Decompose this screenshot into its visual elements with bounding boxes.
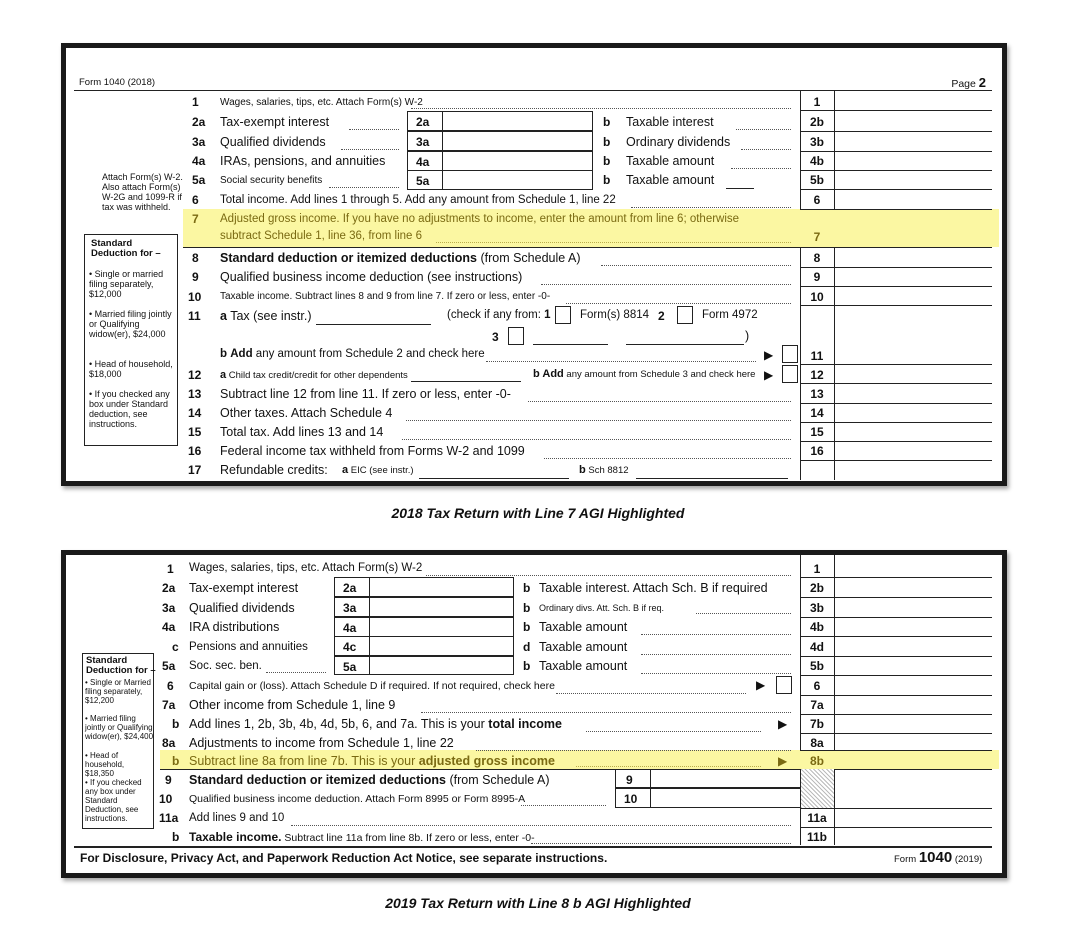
form-8814-label: Form(s) 8814 bbox=[580, 309, 650, 321]
line-9-num: 9 bbox=[165, 773, 172, 787]
form-4972-label: Form 4972 bbox=[702, 309, 758, 321]
line-15-num: 15 bbox=[188, 425, 202, 439]
check-intro: (check if any from: bbox=[447, 309, 541, 321]
line-7b-num: b bbox=[172, 717, 180, 731]
line-5a-num: 5a bbox=[162, 659, 176, 673]
line-8b-num: b bbox=[172, 754, 180, 768]
line-12b-checkbox[interactable] bbox=[782, 365, 798, 383]
rule bbox=[369, 578, 370, 596]
rule bbox=[442, 152, 443, 170]
line-9-box: 9 bbox=[813, 270, 821, 284]
line-17b-label bbox=[579, 464, 629, 476]
rule bbox=[369, 657, 370, 674]
line-12-num: 12 bbox=[188, 368, 202, 382]
line-2b-box: 2b bbox=[809, 115, 824, 129]
line-4c-box-label: 4c bbox=[343, 640, 357, 654]
rule bbox=[800, 617, 992, 618]
line-2a-field[interactable] bbox=[407, 111, 593, 131]
rule bbox=[626, 344, 744, 345]
rule bbox=[160, 769, 992, 770]
line-17-num: 17 bbox=[188, 463, 202, 477]
rule bbox=[800, 656, 992, 657]
line-7b-label bbox=[189, 717, 562, 731]
line-14-label: Other taxes. Attach Schedule 4 bbox=[220, 406, 393, 420]
form-8814-checkbox[interactable] bbox=[555, 306, 571, 324]
line-14-num: 14 bbox=[188, 406, 202, 420]
dots bbox=[349, 129, 399, 130]
form-header-left: Form 1040 (2018) bbox=[79, 77, 156, 88]
std-line-3: • Head of household, $18,000 bbox=[89, 359, 173, 379]
line-10-box: 10 bbox=[810, 290, 824, 304]
line-2a-box-label: 2a bbox=[343, 581, 357, 595]
line-9-label bbox=[189, 773, 550, 787]
line-2b-label-b: b bbox=[603, 115, 611, 129]
line-1-num: 1 bbox=[192, 95, 199, 109]
dots bbox=[696, 613, 791, 614]
standard-deduction-sidebar bbox=[84, 234, 178, 446]
dots bbox=[341, 149, 399, 150]
line-13-box: 13 bbox=[810, 387, 824, 401]
line-12b-letter: b bbox=[533, 368, 540, 380]
dots bbox=[402, 439, 791, 440]
line-9-field[interactable] bbox=[615, 769, 801, 788]
line-3b-label: Ordinary dividends bbox=[626, 135, 731, 149]
line-2a-field[interactable] bbox=[334, 577, 514, 597]
rule bbox=[800, 827, 992, 828]
check-1: 1 bbox=[544, 309, 551, 321]
rule bbox=[369, 618, 370, 636]
dots bbox=[541, 284, 791, 285]
line-2b-label: Taxable interest bbox=[626, 115, 714, 129]
line-6-box: 6 bbox=[813, 193, 821, 207]
line-7b-bold: total income bbox=[488, 717, 562, 731]
line-13-label: Subtract line 12 from line 11. If zero or less, enter -0- bbox=[220, 387, 511, 401]
line-13-num: 13 bbox=[188, 387, 202, 401]
line-8a-label: Adjustments to income from Schedule 1, line 22 bbox=[189, 736, 454, 750]
line-4b-label: Taxable amount bbox=[539, 620, 628, 634]
line-16-label: Federal income tax withheld from Forms W-2 and 1099 bbox=[220, 444, 525, 458]
line-10-box-label: 10 bbox=[624, 792, 638, 806]
line-2b-box: 2b bbox=[809, 581, 824, 595]
line-8-num: 8 bbox=[192, 251, 199, 265]
dots bbox=[476, 750, 791, 751]
rule bbox=[183, 247, 992, 248]
rule bbox=[800, 364, 992, 365]
line-10-num: 10 bbox=[159, 792, 173, 806]
line-4b-label-b: b bbox=[603, 154, 611, 168]
line-6-checkbox[interactable] bbox=[776, 676, 792, 694]
rule bbox=[800, 170, 992, 171]
line-2a-num: 2a bbox=[162, 581, 176, 595]
rule bbox=[800, 383, 992, 384]
page-num: 2 bbox=[978, 75, 986, 90]
line-9-num: 9 bbox=[192, 270, 199, 284]
footer-year: (2019) bbox=[954, 854, 983, 865]
line-1-box: 1 bbox=[813, 562, 821, 576]
line-10-field[interactable] bbox=[615, 788, 801, 808]
dots bbox=[421, 712, 791, 713]
rule bbox=[800, 675, 992, 676]
line-6-num: 6 bbox=[192, 193, 199, 207]
line-9-text: (from Schedule A) bbox=[449, 773, 550, 787]
line-4a-box-label: 4a bbox=[343, 621, 357, 635]
line-17a-text: EIC (see instr.) bbox=[350, 465, 414, 476]
rule bbox=[800, 267, 992, 268]
rule bbox=[800, 460, 992, 461]
form-2019-panel bbox=[61, 550, 1007, 878]
line-3b-box: 3b bbox=[809, 601, 824, 615]
dots bbox=[329, 187, 399, 188]
std-line-1: • Single or Married filing separately, $12,200 bbox=[85, 678, 151, 705]
dots bbox=[544, 458, 791, 459]
dots bbox=[528, 401, 791, 402]
line-11b-label bbox=[189, 830, 535, 844]
dots bbox=[266, 672, 326, 673]
dots bbox=[736, 129, 791, 130]
line-4d-label: Taxable amount bbox=[539, 640, 628, 654]
line-3a-num: 3a bbox=[162, 601, 176, 615]
rule bbox=[800, 151, 992, 152]
line-16-num: 16 bbox=[188, 444, 202, 458]
line-3a-box-label: 3a bbox=[343, 601, 357, 615]
line-8-box: 8 bbox=[813, 251, 821, 265]
line-5a-box-label: 5a bbox=[343, 660, 357, 674]
line-11b-checkbox[interactable] bbox=[782, 345, 798, 363]
line-2a-label: Tax-exempt interest bbox=[220, 115, 330, 129]
dots bbox=[521, 805, 606, 806]
arrow-right-icon: ▶ bbox=[764, 348, 774, 362]
line-16-box: 16 bbox=[810, 444, 824, 458]
rule bbox=[800, 441, 992, 442]
arrow-right-icon: ▶ bbox=[778, 717, 788, 731]
line-5b-label-b: b bbox=[603, 173, 611, 187]
rule bbox=[800, 422, 992, 423]
line-11b-num: b bbox=[172, 830, 180, 844]
std-line-2: • Married filing jointly or Qualifying widow(er), $24,000 bbox=[89, 309, 172, 339]
dots bbox=[641, 673, 791, 674]
rule bbox=[650, 770, 651, 787]
line-11-num: 11 bbox=[188, 309, 201, 323]
rule bbox=[74, 846, 992, 848]
rule bbox=[636, 478, 788, 479]
line-3a-field[interactable] bbox=[334, 597, 514, 617]
line-5a-label: Soc. sec. ben. bbox=[189, 660, 262, 672]
line-3a-num: 3a bbox=[192, 135, 206, 149]
dots bbox=[586, 731, 761, 732]
line-5b-label: Taxable amount bbox=[539, 659, 628, 673]
line-3a-label: Qualified dividends bbox=[220, 135, 326, 149]
line-17b-text: Sch 8812 bbox=[588, 465, 629, 476]
dots bbox=[531, 843, 791, 844]
rule bbox=[800, 577, 992, 578]
line-9-label: Qualified business income deduction (see instructions) bbox=[220, 270, 523, 284]
line-1-num: 1 bbox=[167, 562, 174, 576]
arrow-right-icon: ▶ bbox=[764, 368, 774, 382]
line-17a-label bbox=[342, 464, 414, 476]
line-4b-label: Taxable amount bbox=[626, 154, 715, 168]
std-line-4: • If you checked any box under Standard Deduction, see instructions. bbox=[85, 778, 142, 823]
line-4d-box: 4d bbox=[809, 640, 824, 654]
line-11b-letter: b bbox=[220, 348, 228, 360]
rule bbox=[533, 344, 608, 345]
form-footer bbox=[894, 849, 982, 866]
rule bbox=[800, 110, 992, 111]
line-8b-text: Subtract line 8a from line 7b. This is your bbox=[189, 754, 416, 768]
line-2b-label-b: b bbox=[523, 581, 531, 595]
rule bbox=[650, 789, 651, 807]
line-8-text: (from Schedule A) bbox=[480, 251, 581, 265]
line-1-leader bbox=[411, 108, 791, 109]
line-8a-box: 8a bbox=[810, 736, 824, 750]
line-4a-num: 4a bbox=[162, 620, 176, 634]
line-7-label-2: subtract Schedule 1, line 36, from line 6 bbox=[220, 230, 423, 242]
line-11b-box: 11b bbox=[806, 830, 827, 844]
dots bbox=[486, 361, 756, 362]
line-1-amount[interactable] bbox=[835, 91, 985, 110]
rule bbox=[442, 112, 443, 130]
rule bbox=[800, 189, 992, 190]
line-7b-text: Add lines 1, 2b, 3b, 4b, 4d, 5b, 6, and 7a. This is your bbox=[189, 717, 485, 731]
standard-deduction-sidebar bbox=[82, 653, 154, 829]
rule bbox=[800, 209, 992, 210]
line-5b-label-b: b bbox=[523, 659, 531, 673]
line-12a-text: Child tax credit/credit for other dependents bbox=[228, 370, 408, 381]
shaded-cell bbox=[801, 769, 834, 808]
footer-form-num: 1040 bbox=[918, 849, 953, 866]
line-2a-box-label: 2a bbox=[416, 115, 430, 129]
line-5a-field[interactable] bbox=[407, 170, 593, 190]
form-4972-checkbox[interactable] bbox=[677, 306, 693, 324]
dots bbox=[576, 766, 761, 767]
line-17b-letter: b bbox=[579, 464, 586, 476]
std-deduction-title: Standard Deduction for – bbox=[91, 238, 161, 259]
privacy-notice: For Disclosure, Privacy Act, and Paperwork Reduction Act Notice, see separate instructions. bbox=[80, 851, 608, 865]
line-6-label: Total income. Add lines 1 through 5. Add any amount from Schedule 1, line 22 bbox=[220, 194, 616, 206]
rule bbox=[411, 381, 521, 382]
dots bbox=[641, 634, 791, 635]
arrow-right-icon: ▶ bbox=[778, 754, 788, 768]
line-8b-label bbox=[189, 754, 555, 768]
line-8b-bold: adjusted gross income bbox=[418, 754, 555, 768]
line-9-box-label: 9 bbox=[626, 773, 633, 787]
line-11-check-text bbox=[447, 309, 551, 321]
line-2a-num: 2a bbox=[192, 115, 206, 129]
line-10-label: Taxable income. Subtract lines 8 and 9 from line 7. If zero or less, enter -0- bbox=[220, 291, 551, 302]
line-4a-num: 4a bbox=[192, 154, 206, 168]
line-5a-num: 5a bbox=[192, 173, 206, 187]
dots bbox=[406, 420, 791, 421]
line-8a-num: 8a bbox=[162, 736, 176, 750]
line-2a-label: Tax-exempt interest bbox=[189, 581, 299, 595]
line-3a-field[interactable] bbox=[407, 131, 593, 151]
line-11a-letter: a bbox=[220, 309, 227, 323]
line-3b-label-b: b bbox=[603, 135, 611, 149]
check-3: 3 bbox=[492, 330, 499, 344]
rule bbox=[369, 598, 370, 616]
line-12b-add: Add bbox=[542, 368, 564, 380]
line-14-box: 14 bbox=[810, 406, 824, 420]
std-line-4: • If you checked any box under Standard deduction, see instructions. bbox=[89, 389, 170, 429]
line-9-bold: Standard deduction or itemized deductions bbox=[189, 773, 446, 787]
line-11b-text: Subtract line 11a from line 8b. If zero or less, enter -0- bbox=[284, 832, 535, 844]
line-3b-label-b: b bbox=[523, 601, 531, 615]
footer-form: Form bbox=[894, 854, 917, 865]
line-4a-label: IRA distributions bbox=[189, 620, 280, 634]
line-12a-label bbox=[220, 369, 408, 381]
line-3b-box: 3b bbox=[809, 135, 824, 149]
dots bbox=[731, 168, 791, 169]
line-11b-bold: Taxable income. bbox=[189, 830, 282, 844]
line-4c-label: Pensions and annuities bbox=[189, 641, 308, 653]
line-12b-text: any amount from Schedule 3 and check here bbox=[566, 369, 756, 380]
std-line-1: • Single or married filing separately, $12,000 bbox=[89, 269, 164, 299]
check-close: ) bbox=[745, 329, 750, 343]
line-11a-num: 11a bbox=[159, 811, 179, 825]
rule bbox=[800, 695, 992, 696]
line-4d-label-d: d bbox=[523, 640, 531, 654]
dots bbox=[631, 207, 791, 208]
line-7a-num: 7a bbox=[162, 698, 176, 712]
line-3b-label: Ordinary divs. Att. Sch. B if req. bbox=[539, 603, 665, 613]
check-2: 2 bbox=[658, 309, 665, 323]
rule bbox=[800, 597, 992, 598]
dots bbox=[566, 303, 791, 304]
line-10-label: Qualified business income deduction. Attach Form 8995 or Form 8995-A bbox=[189, 793, 526, 805]
line-1-label: Wages, salaries, tips, etc. Attach Form(s) W-2 bbox=[220, 97, 423, 108]
line-11b-add: Add bbox=[230, 348, 253, 360]
rule bbox=[800, 403, 992, 404]
rule bbox=[726, 188, 754, 189]
line-11a-label bbox=[220, 309, 311, 323]
rule bbox=[800, 286, 992, 287]
line-12b-label bbox=[533, 368, 755, 380]
rule bbox=[442, 132, 443, 150]
line-11b-label bbox=[220, 348, 485, 360]
rule bbox=[800, 636, 992, 637]
line-8-bold: Standard deduction or itemized deductions bbox=[220, 251, 477, 265]
dots bbox=[291, 825, 791, 826]
line-4b-label-b: b bbox=[523, 620, 531, 634]
line-7b-box: 7b bbox=[809, 717, 824, 731]
rule bbox=[369, 637, 370, 655]
line-3a-box-label: 3a bbox=[416, 135, 430, 149]
std-line-2: • Married filing jointly or Qualifying widow(er), $24,400 bbox=[85, 714, 154, 741]
rule bbox=[800, 131, 992, 132]
attach-w2-note: Attach Form(s) W-2. Also attach Form(s) W-2G and 1099-R if tax was withheld. bbox=[102, 172, 183, 212]
arrow-right-icon: ▶ bbox=[756, 678, 766, 692]
line-4c-field[interactable] bbox=[334, 636, 514, 656]
rule bbox=[316, 324, 431, 325]
line-11a-text: Tax (see instr.) bbox=[230, 309, 312, 323]
line-6-num: 6 bbox=[167, 679, 174, 693]
line-5b-label: Taxable amount bbox=[626, 173, 715, 187]
line-1-label: Wages, salaries, tips, etc. Attach Form(s) W-2 bbox=[189, 562, 423, 574]
line-5b-box: 5b bbox=[809, 659, 824, 673]
line-11b-text: any amount from Schedule 2 and check here bbox=[255, 348, 485, 360]
dots bbox=[436, 242, 791, 243]
line-4a-box-label: 4a bbox=[416, 155, 430, 169]
check-3-checkbox[interactable] bbox=[508, 327, 524, 345]
rule bbox=[800, 733, 992, 734]
line-3a-label: Qualified dividends bbox=[189, 601, 295, 615]
line-1-box: 1 bbox=[813, 95, 821, 109]
line-11a-label: Add lines 9 and 10 bbox=[189, 812, 285, 824]
line-5a-label: Social security benefits bbox=[220, 175, 323, 186]
rule bbox=[800, 750, 992, 751]
line-10-num: 10 bbox=[188, 290, 202, 304]
rule bbox=[419, 478, 569, 479]
dots bbox=[601, 265, 791, 266]
line-7a-box: 7a bbox=[810, 698, 824, 712]
rule bbox=[800, 808, 992, 809]
line-4a-label: IRAs, pensions, and annuities bbox=[220, 154, 386, 168]
line-12-box: 12 bbox=[810, 368, 824, 382]
line-11-box: 11 bbox=[810, 349, 824, 363]
line-8b-box: 8b bbox=[809, 754, 824, 768]
line-15-label: Total tax. Add lines 13 and 14 bbox=[220, 425, 384, 439]
line-5a-box-label: 5a bbox=[416, 174, 430, 188]
line-11a-box: 11a bbox=[807, 811, 827, 825]
std-deduction-title: Standard Deduction for – bbox=[86, 655, 156, 676]
line-4a-field[interactable] bbox=[334, 617, 514, 637]
line-17-label: Refundable credits: bbox=[220, 463, 328, 477]
caption-2019: 2019 Tax Return with Line 8 b AGI Highlighted bbox=[385, 895, 691, 911]
rule bbox=[800, 714, 992, 715]
line-17a-letter: a bbox=[342, 464, 349, 476]
line-4c-num: c bbox=[172, 640, 179, 654]
form-2018-panel bbox=[61, 43, 1007, 486]
rule bbox=[442, 171, 443, 189]
dots bbox=[426, 575, 791, 576]
line-6-box: 6 bbox=[813, 679, 821, 693]
line-7a-label: Other income from Schedule 1, line 9 bbox=[189, 698, 396, 712]
line-2b-label: Taxable interest. Attach Sch. B if required bbox=[539, 581, 768, 595]
dots bbox=[556, 693, 746, 694]
dots bbox=[641, 654, 791, 655]
line-15-box: 15 bbox=[810, 425, 824, 439]
amount-column-divider bbox=[834, 555, 835, 845]
line-5a-field[interactable] bbox=[334, 656, 514, 675]
page-number bbox=[951, 75, 986, 90]
line-7-num: 7 bbox=[192, 212, 199, 226]
line-4b-box: 4b bbox=[809, 620, 824, 634]
line-8-label bbox=[220, 251, 581, 265]
line-4a-field[interactable] bbox=[407, 151, 593, 171]
line-5b-box: 5b bbox=[809, 173, 824, 187]
line-4b-box: 4b bbox=[809, 154, 824, 168]
rule bbox=[800, 305, 992, 306]
line-7-box: 7 bbox=[813, 230, 821, 244]
line-12a-letter: a bbox=[220, 369, 227, 381]
page-label: Page bbox=[951, 78, 976, 90]
dots bbox=[741, 149, 791, 150]
line-6-label: Capital gain or (loss). Attach Schedule D if required. If not required, check here bbox=[189, 680, 555, 692]
line-7-label-1: Adjusted gross income. If you have no adjustments to income, enter the amount from line 6; otherwise bbox=[220, 213, 740, 225]
caption-2018: 2018 Tax Return with Line 7 AGI Highlighted bbox=[391, 505, 685, 521]
std-line-3: • Head of household, $18,350 bbox=[85, 751, 125, 778]
